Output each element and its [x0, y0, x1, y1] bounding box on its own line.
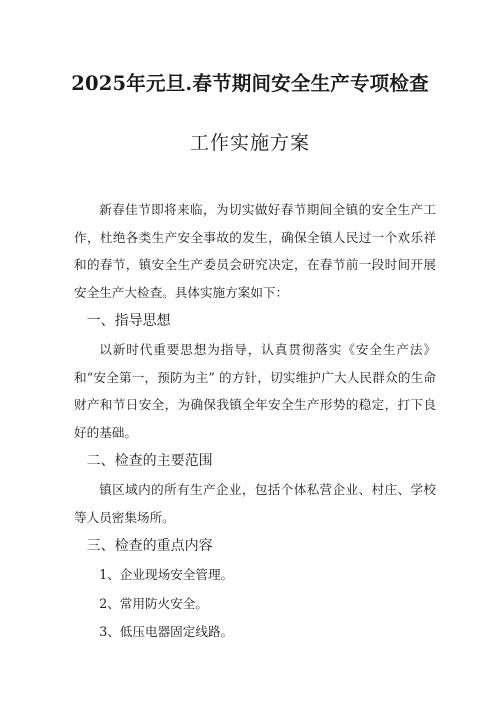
list-item: 3、低压电器固定线路。 — [99, 624, 234, 639]
document-title: 2025年元旦.春节期间安全生产专项检查 — [71, 72, 429, 95]
document-subtitle: 工作实施方案 — [189, 132, 310, 154]
section-heading-inspection-scope: 二、检查的主要范围 — [86, 453, 213, 469]
list-item: 1、企业现场安全管理。 — [99, 567, 234, 582]
list-item: 2、常用防火安全。 — [99, 595, 208, 611]
intro-paragraph: 新春佳节即将来临，为切实做好春节期间全镇的安全生产工作，杜绝各类生产安全事故的发生，确保全镇人民过一个欢乐祥和的春节，镇安全生产委员会研究决定，在春节前一段时间开展安全生产大检查。具体实施方案如下： — [74, 202, 436, 300]
section-heading-key-content: 三、检查的重点内容 — [86, 538, 213, 554]
section-text-inspection-scope: 镇区域内的所有生产企业，包括个体私营企业、村庄、学校等人员密集场所。 — [74, 482, 436, 525]
section-text-guiding-thought: 以新时代重要思想为指导，认真贯彻落实《安全生产法》和“安全第一，预防为主” 的方针，切实维护广大人民群众的生命财产和节日安全，为确保我镇全年安全生产形势的稳定，打下良好的基础。 — [74, 342, 436, 440]
section-heading-guiding-thought: 一、指导思想 — [86, 313, 171, 329]
document-body — [74, 196, 436, 647]
